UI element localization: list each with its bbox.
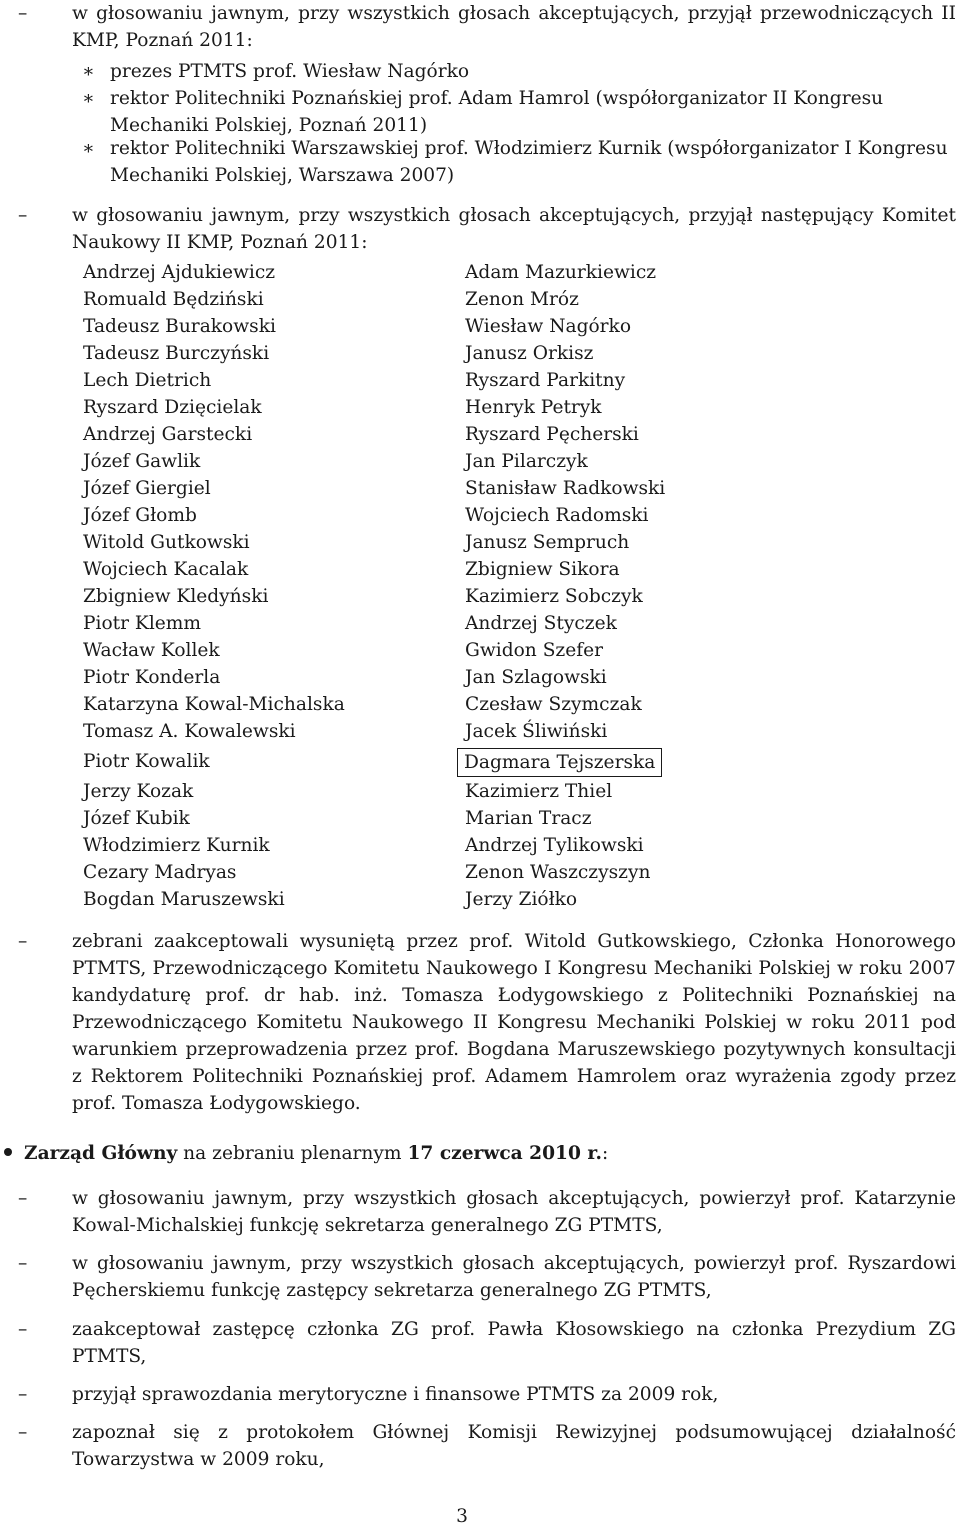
board-item-text: zapoznał się z protokołem Głównej Komisji Rewizyjnej podsumowującej działalność Towarzystwa w 2009 roku, — [72, 1422, 956, 1470]
committee-member-name: Bogdan Maruszewski — [83, 889, 285, 910]
committee-item-text: w głosowaniu jawnym, przy wszystkich głosach akceptujących, przyjął następujący Komitet Naukowy II KMP, Poznań 2011: — [72, 205, 956, 253]
board-item — [18, 1250, 956, 1304]
committee-member-name: Jan Szlagowski — [465, 667, 607, 688]
committee-member-name-boxed: Dagmara Tejszerska — [457, 748, 662, 777]
committee-member-name: Janusz Orkisz — [465, 343, 594, 364]
chairman-list-item-text: rektor Politechniki Poznańskiej prof. Adam Hamrol (współorganizator II Kongresu Mechaniki Polskiej, Poznań 2011) — [110, 88, 884, 136]
committee-member-name: Kazimierz Thiel — [465, 781, 613, 802]
committee-member-name: Andrzej Garstecki — [83, 424, 253, 445]
board-item-text: w głosowaniu jawnym, przy wszystkich głosach akceptujących, powierzył prof. Katarzynie Kowal-Michalskiej funkcję sekretarza generalnego ZG PTMTS, — [72, 1188, 956, 1236]
committee-member-name: Zenon Mróz — [465, 289, 579, 310]
committee-member-name: Ryszard Parkitny — [465, 370, 626, 391]
committee-member-name: Cezary Madryas — [83, 862, 237, 883]
board-item-text: zaakceptował zastępcę członka ZG prof. Pawła Kłosowskiego na członka Prezydium ZG PTMTS, — [72, 1319, 956, 1367]
committee-member-name: Wiesław Nagórko — [465, 316, 632, 337]
committee-member-name: Stanisław Radkowski — [465, 478, 666, 499]
dash-marker: – — [18, 1188, 28, 1209]
board-heading — [4, 1140, 608, 1167]
committee-member-name: Tadeusz Burakowski — [83, 316, 276, 337]
committee-member-name: Tomasz A. Kowalewski — [83, 721, 296, 742]
dash-marker: – — [18, 205, 28, 226]
committee-member-name: Katarzyna Kowal-Michalska — [83, 694, 345, 715]
committee-member-name: Marian Tracz — [465, 808, 592, 829]
star-marker: ∗ — [82, 138, 95, 159]
board-item — [18, 1419, 956, 1473]
star-marker: ∗ — [82, 88, 95, 109]
dash-marker: – — [18, 1253, 28, 1274]
board-item-text: przyjął sprawozdania merytoryczne i finansowe PTMTS za 2009 rok, — [72, 1384, 719, 1405]
committee-member-name: Janusz Sempruch — [465, 532, 630, 553]
dash-marker: – — [18, 931, 28, 952]
committee-member-name: Czesław Szymczak — [465, 694, 642, 715]
board-heading-end: : — [601, 1143, 609, 1164]
committee-member-name: Lech Dietrich — [83, 370, 212, 391]
page-number: 3 — [456, 1506, 468, 1527]
dash-marker: – — [18, 3, 28, 24]
committee-member-name: Ryszard Dzięcielak — [83, 397, 262, 418]
board-heading-middle: na zebraniu plenarnym — [177, 1143, 408, 1164]
chairman-nomination-item — [18, 928, 956, 1117]
committee-member-name: Witold Gutkowski — [83, 532, 250, 553]
board-heading-bold-2: 17 czerwca 2010 r. — [407, 1143, 602, 1164]
committee-member-name: Wojciech Kacalak — [83, 559, 249, 580]
chairman-list-item — [82, 58, 956, 85]
committee-member-name: Zbigniew Kledyński — [83, 586, 269, 607]
dash-marker: – — [18, 1319, 28, 1340]
dash-marker: – — [18, 1384, 28, 1405]
chairman-list-item — [82, 135, 956, 189]
board-heading-bold-1: Zarząd Główny — [24, 1143, 178, 1164]
bullet-icon — [4, 1148, 12, 1156]
committee-member-name: Jan Pilarczyk — [465, 451, 588, 472]
committee-member-name: Zbigniew Sikora — [465, 559, 620, 580]
committee-member-name: Piotr Konderla — [83, 667, 221, 688]
intro-item-text: w głosowaniu jawnym, przy wszystkich głosach akceptujących, przyjął przewodniczących II KMP, Poznań 2011: — [72, 3, 956, 51]
committee-member-name: Józef Głomb — [83, 505, 197, 526]
chairman-list-item-text: rektor Politechniki Warszawskiej prof. Włodzimierz Kurnik (współorganizator I Kongresu Mechaniki Polskiej, Warszawa 2007) — [110, 138, 948, 186]
chairman-list-item-text: prezes PTMTS prof. Wiesław Nagórko — [110, 61, 470, 82]
committee-member-name: Andrzej Styczek — [465, 613, 617, 634]
committee-member-name: Andrzej Ajdukiewicz — [83, 262, 276, 283]
chairman-nomination-text: zebrani zaakceptowali wysuniętą przez prof. Witold Gutkowskiego, Członka Honorowego PTMTS, Przewodniczącego Komitetu Naukowego I Kongresu Mechaniki Polskiej w roku 2007 kandydaturę prof. dr hab. inż. Tomasza Łodygowskiego z Politechniki Poznańskiej na Przewodniczącego Komitetu Naukowego II Kongresu Mechaniki Polskiej w roku 2011 pod warunkiem przeprowadzenia przez prof. Bogdana Maruszewskiego pozytywnych konsultacji z Rektorem Politechniki Poznańskiej prof. Adamem Hamrolem oraz wyrażenia zgody przez prof. Tomasza Łodygowskiego. — [72, 931, 956, 1114]
committee-member-name: Józef Gawlik — [83, 451, 201, 472]
committee-member-name: Kazimierz Sobczyk — [465, 586, 643, 607]
board-item — [18, 1381, 956, 1408]
star-marker: ∗ — [82, 61, 95, 82]
board-item — [18, 1185, 956, 1239]
committee-member-name: Jerzy Ziółko — [465, 889, 578, 910]
committee-member-name: Henryk Petryk — [465, 397, 602, 418]
committee-member-name: Włodzimierz Kurnik — [83, 835, 270, 856]
committee-member-name: Wojciech Radomski — [465, 505, 649, 526]
committee-item — [18, 202, 956, 256]
committee-member-name: Tadeusz Burczyński — [83, 343, 270, 364]
committee-member-name: Jacek Śliwiński — [465, 721, 608, 742]
committee-member-name: Piotr Klemm — [83, 613, 202, 634]
committee-member-name: Jerzy Kozak — [83, 781, 194, 802]
committee-member-name: Józef Giergiel — [83, 478, 211, 499]
committee-member-name: Adam Mazurkiewicz — [465, 262, 657, 283]
committee-member-name: Józef Kubik — [83, 808, 190, 829]
committee-member-name: Romuald Będziński — [83, 289, 264, 310]
committee-member-name: Zenon Waszczyszyn — [465, 862, 651, 883]
committee-member-name: Gwidon Szefer — [465, 640, 604, 661]
committee-member-name: Ryszard Pęcherski — [465, 424, 639, 445]
chairman-list-item — [82, 85, 956, 139]
committee-member-name: Piotr Kowalik — [83, 751, 210, 772]
board-item — [18, 1316, 956, 1370]
committee-member-name: Andrzej Tylikowski — [465, 835, 644, 856]
dash-marker: – — [18, 1422, 28, 1443]
committee-member-name: Wacław Kollek — [83, 640, 220, 661]
intro-item — [18, 0, 956, 54]
board-item-text: w głosowaniu jawnym, przy wszystkich głosach akceptujących, powierzył prof. Ryszardowi Pęcherskiemu funkcję zastępcy sekretarza generalnego ZG PTMTS, — [72, 1253, 956, 1301]
